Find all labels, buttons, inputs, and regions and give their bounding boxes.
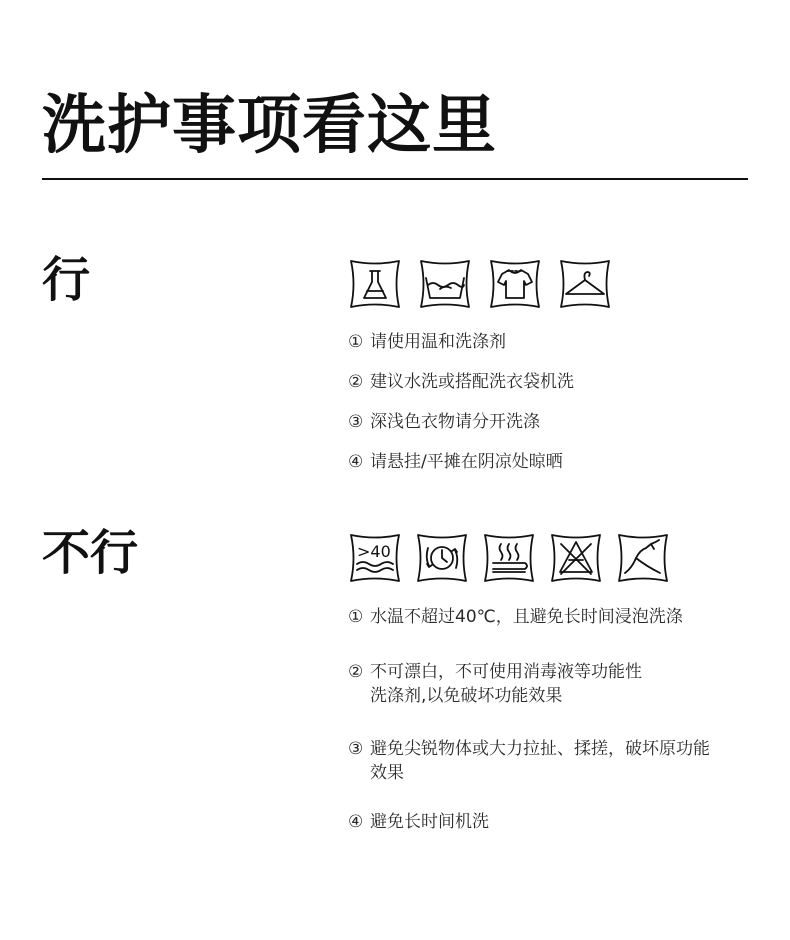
no-item: ② 不可漂白，不可使用消毒液等功能性 洗涤剂,以免破坏功能效果: [348, 662, 642, 706]
ok-item: ③ 深浅色衣物请分开洗涤: [348, 412, 540, 432]
section-label-ok: 行: [42, 252, 91, 308]
no-bleach-icon: [549, 532, 603, 584]
mild-detergent-icon: [348, 258, 402, 310]
no-sharp-object-icon: [616, 532, 670, 584]
no-item: ① 水温不超过40℃，且避免长时间浸泡洗涤: [348, 607, 683, 627]
ok-icon-row: [348, 258, 628, 310]
no-iron-steam-icon: [482, 532, 536, 584]
no-long-soak-icon: [415, 532, 469, 584]
title-divider: [42, 178, 748, 180]
svg-text:>40: >40: [357, 542, 391, 561]
no-icon-row: [348, 532, 683, 584]
ok-item: ② 建议水洗或搭配洗衣袋机洗: [348, 372, 574, 392]
no-item: ③ 避免尖锐物体或大力拉扯、揉搓，破坏原功能 效果: [348, 739, 710, 783]
water-temp-40-icon: [348, 532, 402, 584]
no-item: ④ 避免长时间机洗: [348, 812, 489, 832]
hand-wash-icon: [418, 258, 472, 310]
page-title: 洗护事项看这里: [42, 89, 497, 163]
turn-inside-out-icon: [488, 258, 542, 310]
hang-dry-icon: [558, 258, 612, 310]
ok-item: ④ 请悬挂/平摊在阴凉处晾晒: [348, 452, 563, 472]
section-label-no: 不行: [42, 525, 139, 581]
ok-item: ① 请使用温和洗涤剂: [348, 332, 506, 352]
